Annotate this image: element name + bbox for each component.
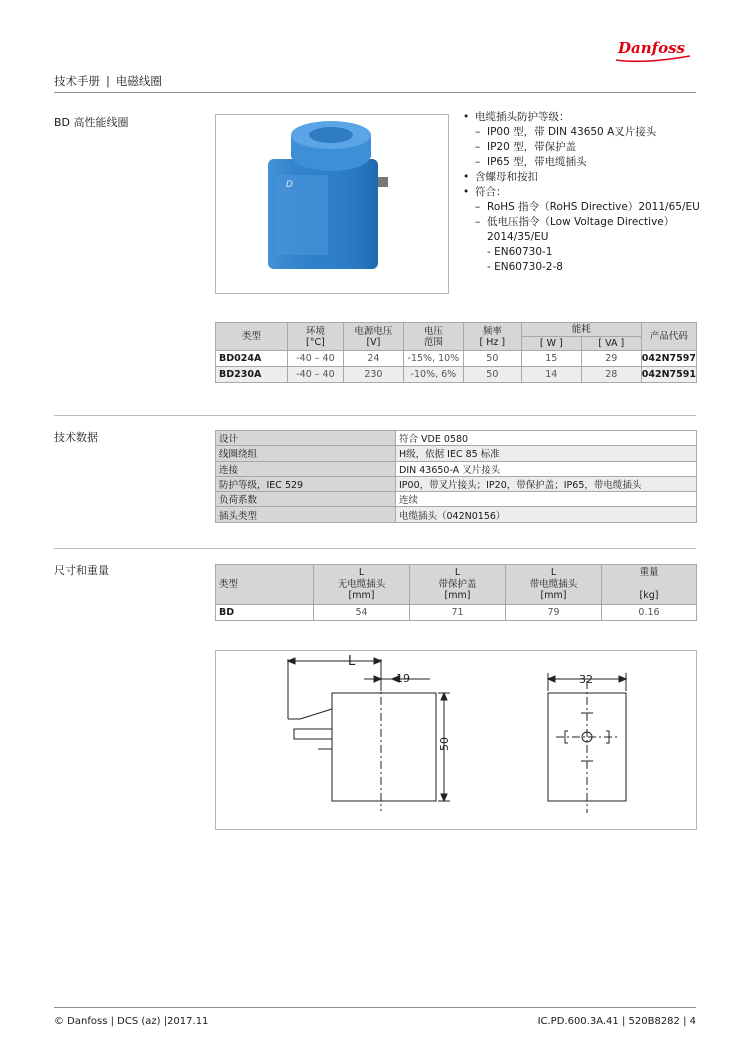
table-row: 负荷系数 连续 — [216, 492, 697, 507]
header-rule — [54, 92, 696, 93]
breadcrumb: 技术手册 | 电磁线圈 — [54, 74, 162, 88]
svg-text:Danfoss: Danfoss — [618, 39, 685, 57]
col-env: 环境 [°C] — [287, 323, 343, 351]
breadcrumb-left: 技术手册 — [54, 74, 100, 88]
col-power-w: [ W ] — [521, 337, 581, 351]
col-l-plug: L 带电缆插头 [mm] — [506, 565, 602, 605]
col-l-no-plug: L 无电缆插头 [mm] — [314, 565, 410, 605]
dim-19-label: 19 — [396, 672, 410, 685]
feature-list — [463, 110, 713, 275]
section-title-dimensions: 尺寸和重量 — [54, 564, 109, 577]
table-row: 线圈绕组 H级，依据 IEC 85 标准 — [216, 446, 697, 461]
table-row: 连接 DIN 43650-A 叉片接头 — [216, 461, 697, 476]
feature-en60730-2-8: - EN60730-2-8 — [487, 261, 563, 273]
col-power: 能耗 — [521, 323, 641, 337]
table-row: BD 54 71 79 0.16 — [216, 604, 697, 620]
feature-compliance: • 符合： — [463, 185, 713, 200]
section-divider — [54, 548, 696, 549]
col-l-cover: L 带保护盖 [mm] — [410, 565, 506, 605]
col-frequency: 频率 [ Hz ] — [463, 323, 521, 351]
breadcrumb-right: 电磁线圈 — [115, 74, 162, 88]
dim-l-label: L — [348, 654, 356, 669]
feature-protection: • 电缆插头防护等级： — [463, 110, 713, 125]
col-power-va: [ VA ] — [581, 337, 641, 351]
svg-text:D: D — [286, 180, 293, 190]
dimension-drawing — [215, 650, 697, 830]
table-row: BD024A -40 – 40 24 -15%, 10% 50 15 29 042N7597 — [216, 351, 697, 367]
col-code: 产品代码 — [641, 323, 696, 351]
product-photo — [215, 114, 449, 294]
product-table — [215, 322, 697, 383]
danfoss-logo — [614, 34, 694, 64]
tech-data-table — [215, 430, 697, 523]
feature-en60730-1: - EN60730-1 — [487, 246, 553, 258]
section-title-coil: BD 高性能线圈 — [54, 116, 129, 129]
dimensions-table — [215, 564, 697, 621]
table-row: 防护等级，IEC 529 IP00，带叉片接头；IP20，带保护盖；IP65，带电缆插头 — [216, 476, 697, 491]
col-weight: 重量 [kg] — [602, 565, 697, 605]
feature-ip65: – IP65 型，带电缆插头 — [463, 155, 713, 170]
footer-rule — [54, 1007, 696, 1008]
feature-ip20: – IP20 型，带保护盖 — [463, 140, 713, 155]
feature-nut: • 含螺母和按扣 — [463, 170, 713, 185]
section-divider — [54, 415, 696, 416]
col-voltage: 电源电压 [V] — [343, 323, 403, 351]
footer-copyright: © Danfoss | DCS (az) |2017.11 — [54, 1016, 209, 1027]
table-row: 设计 符合 VDE 0580 — [216, 431, 697, 446]
table-row: 插头类型 电缆插头（042N0156） — [216, 507, 697, 522]
feature-lvd-number: 2014/35/EU — [487, 231, 549, 243]
feature-lvd: – 低电压指令（Low Voltage Directive） — [463, 215, 713, 230]
dim-32-label: 32 — [579, 673, 593, 686]
feature-rohs: – RoHS 指令（RoHS Directive）2011/65/EU — [463, 200, 713, 215]
feature-ip00: – IP00 型，带 DIN 43650 A叉片接头 — [463, 125, 713, 140]
dim-50-label: 50 — [438, 737, 451, 751]
section-title-tech-data: 技术数据 — [54, 431, 98, 444]
table-row: BD230A -40 – 40 230 -10%, 6% 50 14 28 042N7591 — [216, 367, 697, 383]
footer-doc-code: IC.PD.600.3A.41 | 520B8282 | 4 — [537, 1016, 696, 1027]
col-type: 类型 — [216, 565, 314, 605]
col-type: 类型 — [216, 323, 288, 351]
col-range: 电压 范围 — [403, 323, 463, 351]
